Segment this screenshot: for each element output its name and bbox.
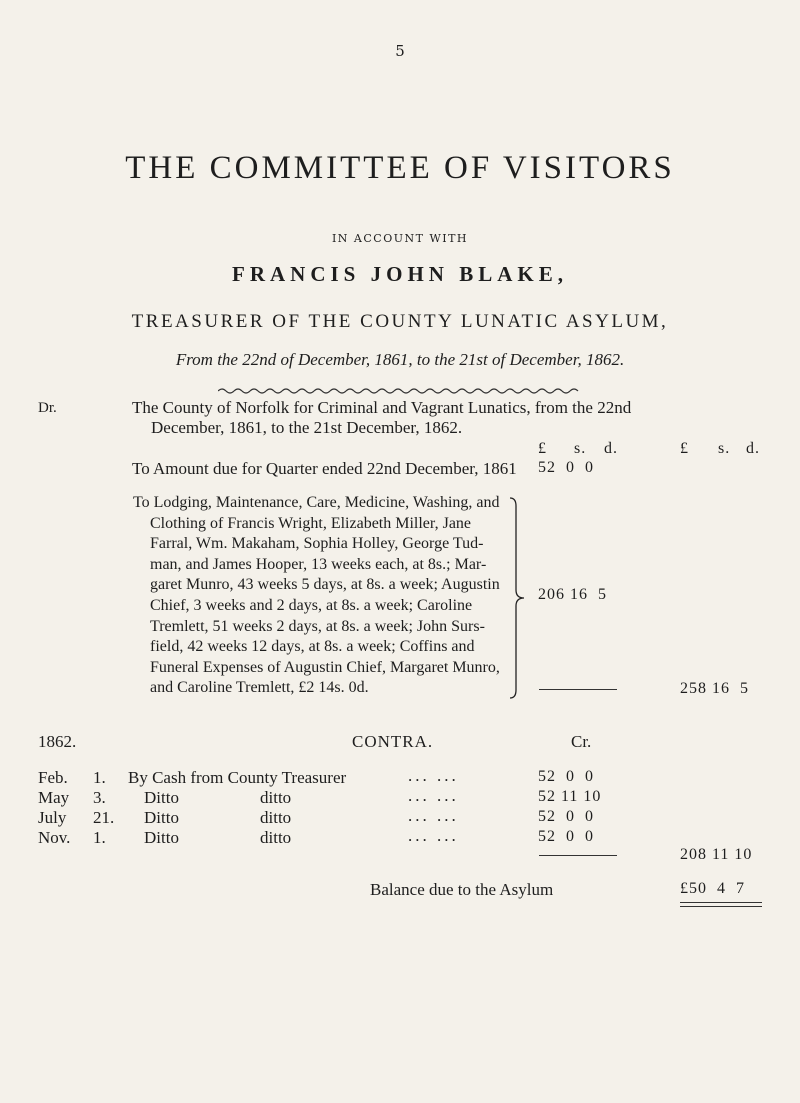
pence-header: d. xyxy=(604,440,618,457)
row-month: Nov. xyxy=(38,828,71,847)
lodging-line: Clothing of Francis Wright, Elizabeth Miller, Jane xyxy=(150,514,472,532)
page-number: 5 xyxy=(395,42,405,60)
row-month: July xyxy=(38,808,67,827)
wavy-divider xyxy=(218,386,580,396)
lodging-line: To Lodging, Maintenance, Care, Medicine, Washing, and xyxy=(133,494,500,511)
shillings-header: s. xyxy=(574,440,587,457)
treasurer-name: FRANCIS JOHN BLAKE, xyxy=(232,262,568,286)
balance-rule-bottom xyxy=(680,906,762,907)
lodging-line: Farral, Wm. Makaham, Sophia Holley, George Tud- xyxy=(150,535,484,553)
amount-due-value: 52 0 0 xyxy=(538,459,594,476)
debit-total: 258 16 5 xyxy=(680,680,749,697)
shillings-header-total: s. xyxy=(718,440,731,457)
amount-due-label: To Amount due for Quarter ended 22nd December, 1861 xyxy=(132,459,517,478)
row-amount: 52 0 0 xyxy=(538,808,594,825)
row-description: Ditto xyxy=(144,788,179,807)
row-amount: 52 0 0 xyxy=(538,828,594,845)
subtitle: IN ACCOUNT WITH xyxy=(331,232,469,245)
pounds-header: £ xyxy=(538,440,547,457)
row-description: By Cash from County Treasurer xyxy=(128,768,347,787)
lodging-line: man, and James Hooper, 13 weeks each, at 8s.; Mar- xyxy=(150,555,487,573)
lodging-line: and Caroline Tremlett, £2 14s. 0d. xyxy=(150,679,369,697)
row-day: 1. xyxy=(93,768,106,787)
row-month: Feb. xyxy=(38,768,68,787)
row-month: May xyxy=(38,788,70,807)
lodging-line: field, 42 weeks 12 days, at 8s. a week; Coffins and xyxy=(150,638,475,656)
credit-year: 1862. xyxy=(38,732,77,751)
balance-label: Balance due to the Asylum xyxy=(370,880,554,899)
row-leader: ... ... xyxy=(408,786,459,805)
row-leader: ... ... xyxy=(408,766,459,785)
lodging-line: Funeral Expenses of Augustin Chief, Margaret Munro, xyxy=(150,658,500,676)
row-amount: 52 0 0 xyxy=(538,768,594,785)
treasurer-position: TREASURER OF THE COUNTY LUNATIC ASYLUM, xyxy=(131,311,669,332)
balance-rule-top xyxy=(680,902,762,903)
lodging-description xyxy=(133,493,513,699)
credit-subtotal-rule xyxy=(539,855,617,856)
lodging-value: 206 16 5 xyxy=(538,586,607,603)
balance-value: £50 4 7 xyxy=(680,880,745,897)
row-day: 1. xyxy=(93,828,106,847)
row-ditto: ditto xyxy=(260,788,292,807)
debit-heading-line2: December, 1861, to the 21st December, 1862. xyxy=(151,418,463,437)
debit-label: Dr. xyxy=(38,400,57,416)
debit-heading-line1: The County of Norfolk for Criminal and Vagrant Lunatics, from the 22nd xyxy=(132,398,632,417)
row-leader: ... ... xyxy=(408,806,459,825)
row-amount: 52 11 10 xyxy=(538,788,602,805)
row-leader: ... ... xyxy=(408,826,459,845)
row-day: 3. xyxy=(93,788,106,807)
row-description: Ditto xyxy=(144,808,179,827)
subtotal-rule xyxy=(539,689,617,690)
pence-header-total: d. xyxy=(746,440,760,457)
row-ditto: ditto xyxy=(260,808,292,827)
pounds-header-total: £ xyxy=(680,440,689,457)
credit-total: 208 11 10 xyxy=(680,846,753,863)
brace-icon xyxy=(508,494,530,702)
lodging-line: Chief, 3 weeks and 2 days, at 8s. a week; Caroline xyxy=(150,596,473,614)
credit-label: Cr. xyxy=(571,732,592,751)
lodging-line: garet Munro, 43 weeks 5 days, at 8s. a week; Augustin xyxy=(150,576,500,594)
row-description: Ditto xyxy=(144,828,179,847)
row-day: 21. xyxy=(93,808,115,827)
page-title: THE COMMITTEE OF VISITORS xyxy=(125,150,675,186)
lodging-line: Tremlett, 51 weeks 2 days, at 8s. a week; John Surs- xyxy=(150,617,485,635)
contra-heading: CONTRA. xyxy=(352,732,434,751)
row-ditto: ditto xyxy=(260,828,292,847)
period: From the 22nd of December, 1861, to the 21st of December, 1862. xyxy=(175,350,625,369)
